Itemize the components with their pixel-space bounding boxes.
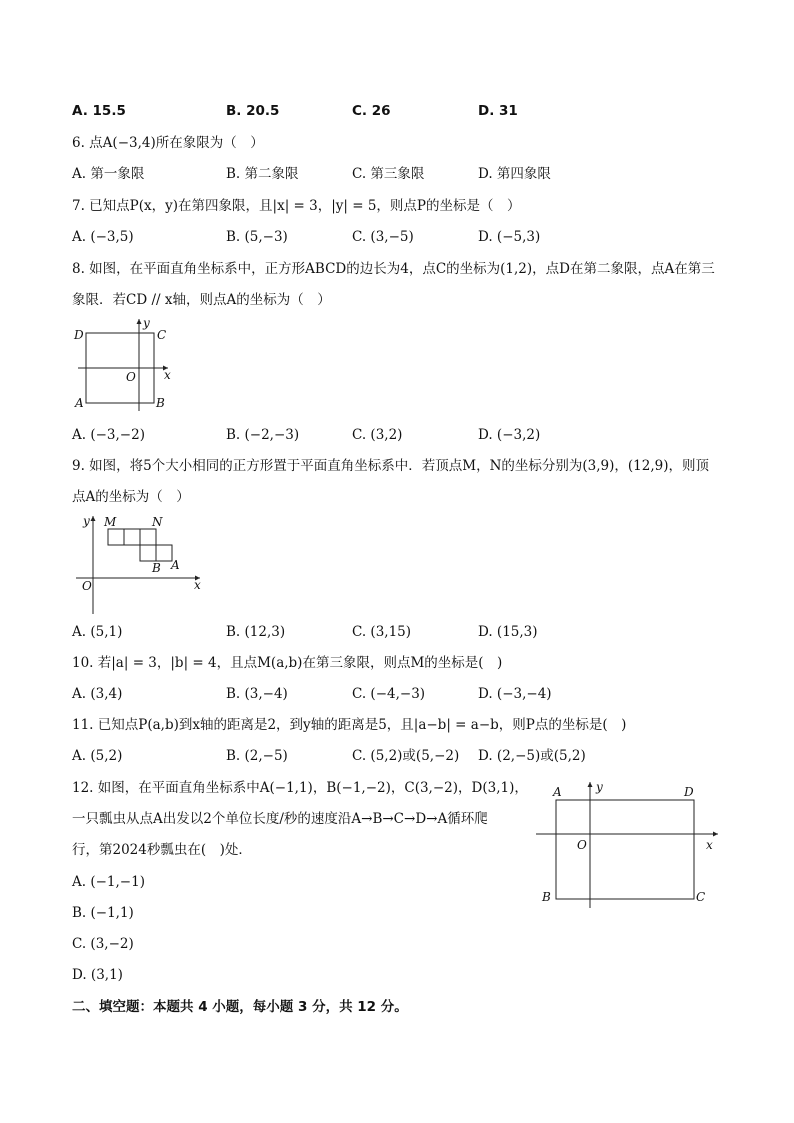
q8-label-o: O [126, 370, 136, 384]
q12-stem-line2: 一只瓢虫从点A出发以2个单位长度/秒的速度沿A→B→C→D→A循环爬 [72, 811, 488, 827]
q8-label-b: B [156, 396, 165, 410]
q7-option-a: A. (−3,5) [72, 229, 134, 245]
q9-label-x: x [194, 578, 201, 592]
q11-option-a: A. (5,2) [72, 748, 123, 764]
q6-option-c: C. 第三象限 [352, 166, 425, 182]
q12-option-b: B. (−1,1) [72, 905, 134, 921]
q12-label-y: y [596, 780, 603, 794]
q9-label-b: B [152, 561, 161, 575]
q8-option-b: B. (−2,−3) [226, 427, 300, 443]
q8-option-c: C. (3,2) [352, 427, 403, 443]
q8-option-d: D. (−3,2) [478, 427, 541, 443]
q9-option-a: A. (5,1) [72, 624, 123, 640]
q5-option-a: A. 15.5 [72, 103, 126, 119]
q6-stem: 6. 点A(−3,4)所在象限为（ ） [72, 135, 264, 151]
q9-square-3 [140, 529, 156, 545]
q12-label-c: C [696, 890, 706, 904]
q12-stem-line3: 行，第2024秒瓢虫在( )处． [72, 842, 252, 858]
q7-stem: 7. 已知点P(x，y)在第四象限，且|x| = 3，|y| = 5，则点P的坐标是（ ） [72, 198, 521, 214]
q9-option-c: C. (3,15) [352, 624, 412, 640]
q9-square-4 [140, 545, 156, 561]
q12-label-d: D [684, 785, 694, 799]
q9-label-m: M [104, 515, 117, 529]
q5-option-b: B. 20.5 [226, 103, 280, 119]
q11-option-d: D. (2,−5)或(5,2) [478, 748, 586, 764]
q9-square-2 [124, 529, 140, 545]
q10-option-a: A. (3,4) [72, 686, 123, 702]
q12-label-b: B [542, 890, 551, 904]
q9-stem-line2: 点A的坐标为（ ） [72, 489, 190, 505]
q12-option-c: C. (3,−2) [72, 936, 134, 952]
q9-label-y: y [83, 514, 90, 528]
q10-option-c: C. (−4,−3) [352, 686, 426, 702]
q12-option-a: A. (−1,−1) [72, 874, 145, 890]
q9-figure [70, 510, 210, 618]
q8-label-x: x [164, 368, 171, 382]
q11-option-b: B. (2,−5) [226, 748, 288, 764]
q8-label-d: D [74, 328, 84, 342]
q8-label-c: C [157, 328, 167, 342]
q10-stem: 10. 若|a| = 3，|b| = 4，且点M(a,b)在第三象限，则点M的坐标是( ) [72, 655, 503, 671]
q9-label-a: A [171, 558, 180, 572]
q6-option-a: A. 第一象限 [72, 166, 145, 182]
q8-y-arrow [137, 319, 142, 324]
q5-option-d: D. 31 [478, 103, 518, 119]
q9-stem-line1: 9. 如图，将5个大小相同的正方形置于平面直角坐标系中．若顶点M，N的坐标分别为(3,9)，(12,9)，则顶 [72, 458, 709, 474]
q8-figure [68, 314, 183, 414]
q9-option-b: B. (12,3) [226, 624, 286, 640]
q12-option-d: D. (3,1) [72, 967, 123, 983]
q9-square-1 [108, 529, 124, 545]
q8-stem-line2: 象限．若CD // x轴，则点A的坐标为（ ） [72, 292, 331, 308]
q11-option-c: C. (5,2)或(5,−2) [352, 748, 460, 764]
q12-y-arrow [588, 782, 593, 787]
q7-option-b: B. (5,−3) [226, 229, 288, 245]
q12-label-x: x [706, 838, 713, 852]
q7-option-d: D. (−5,3) [478, 229, 541, 245]
q11-stem: 11. 已知点P(a,b)到x轴的距离是2，到y轴的距离是5，且|a−b| = a−b，则P点的坐标是( ) [72, 717, 627, 733]
q6-option-b: B. 第二象限 [226, 166, 299, 182]
q12-stem-line1: 12. 如图，在平面直角坐标系中A(−1,1)，B(−1,−2)，C(3,−2)，D(3,1)， [72, 780, 528, 796]
q10-option-b: B. (3,−4) [226, 686, 288, 702]
q9-square-5 [156, 545, 172, 561]
q8-option-a: A. (−3,−2) [72, 427, 145, 443]
section-2-heading: 二、填空题：本题共 4 小题，每小题 3 分，共 12 分。 [72, 999, 408, 1015]
q12-label-a: A [553, 785, 562, 799]
q12-label-o: O [577, 838, 587, 852]
q12-figure [530, 776, 730, 912]
q9-label-n: N [152, 515, 163, 529]
q6-option-d: D. 第四象限 [478, 166, 551, 182]
q9-label-o: O [82, 579, 92, 593]
q8-stem-line1: 8. 如图，在平面直角坐标系中，正方形ABCD的边长为4，点C的坐标为(1,2)，点D在第二象限，点A在第三 [72, 261, 715, 277]
q10-option-d: D. (−3,−4) [478, 686, 552, 702]
q5-option-c: C. 26 [352, 103, 391, 119]
q12-x-arrow [713, 832, 718, 837]
q9-option-d: D. (15,3) [478, 624, 538, 640]
q8-label-a: A [75, 396, 84, 410]
q7-option-c: C. (3,−5) [352, 229, 414, 245]
q9-y-arrow [91, 516, 96, 521]
q8-label-y: y [143, 316, 150, 330]
